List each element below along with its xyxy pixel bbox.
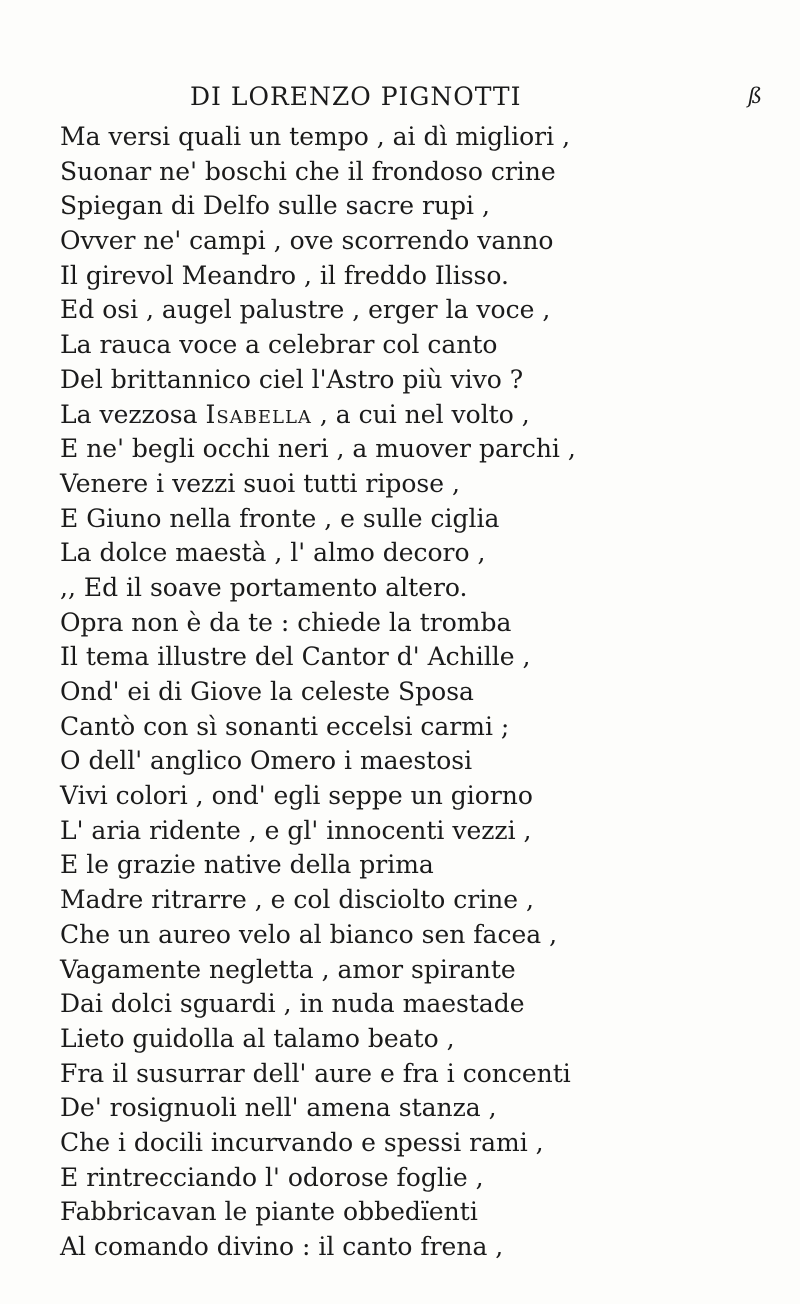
verse-line: Al comando divino : il canto frena , bbox=[60, 1232, 504, 1261]
verse-line: Vivi colori , ond' egli seppe un giorno bbox=[60, 781, 533, 811]
verse-line: Lieto guidolla al talamo beato , bbox=[60, 1023, 455, 1053]
verse-line: La dolce maestà , l' almo decoro , bbox=[60, 538, 486, 568]
running-head bbox=[0, 82, 800, 122]
verse-line: E rintrecciando l' odorose foglie , bbox=[60, 1162, 484, 1192]
page-folio: ß bbox=[748, 84, 763, 108]
verse-line: Vagamente negletta , amor spirante bbox=[60, 954, 516, 984]
verse-line: ,, Ed il soave portamento altero. bbox=[60, 572, 468, 602]
verse-line: O dell' anglico Omero i maestosi bbox=[60, 746, 473, 776]
running-title: DI LORENZO PIGNOTTI bbox=[190, 82, 522, 111]
verse-line: E Giuno nella fronte , e sulle ciglia bbox=[60, 503, 500, 533]
verse-line: Cantò con sì sonanti eccelsi carmi ; bbox=[60, 711, 510, 741]
verse-line: Suonar ne' boschi che il frondoso crine bbox=[60, 156, 556, 186]
verse-line: Spiegan di Delfo sulle sacre rupi , bbox=[60, 191, 490, 221]
verse-line: Ed osi , augel palustre , erger la voce , bbox=[60, 295, 551, 325]
verse-line: Il girevol Meandro , il freddo Ilisso. bbox=[60, 260, 509, 290]
verse-line: Venere i vezzi suoi tutti ripose , bbox=[60, 468, 460, 498]
verse-line: Fra il susurrar dell' aure e fra i concenti bbox=[60, 1058, 571, 1088]
verse-line: La rauca voce a celebrar col canto bbox=[60, 330, 498, 360]
poem-verses bbox=[60, 120, 780, 1265]
verse-line bbox=[60, 398, 780, 433]
verse-line: Opra non è da te : chiede la tromba bbox=[60, 607, 512, 637]
verse-line: E le grazie native della prima bbox=[60, 850, 434, 880]
verse-small-caps-name: Isabella bbox=[205, 399, 312, 429]
verse-line: Ma versi quali un tempo , ai dì migliori , bbox=[60, 122, 571, 151]
verse-segment: , a cui nel volto , bbox=[311, 399, 530, 429]
verse-line: Ovver ne' campi , ove scorrendo vanno bbox=[60, 226, 554, 256]
verse-line: Il tema illustre del Cantor d' Achille , bbox=[60, 642, 531, 672]
verse-line: Ond' ei di Giove la celeste Sposa bbox=[60, 677, 474, 706]
verse-segment: La vezzosa bbox=[60, 399, 206, 429]
verse-line: De' rosignuoli nell' amena stanza , bbox=[60, 1093, 497, 1123]
verse-line: Dai dolci sguardi , in nuda maestade bbox=[60, 989, 525, 1019]
verse-line: Che i docili incurvando e spessi rami , bbox=[60, 1127, 544, 1157]
verse-line: Fabbricavan le piante obbedïenti bbox=[60, 1197, 478, 1227]
verse-line: Madre ritrarre , e col disciolto crine , bbox=[60, 885, 534, 915]
verse-line: L' aria ridente , e gl' innocenti vezzi , bbox=[60, 815, 532, 845]
verse-line: Del brittannico ciel l'Astro più vivo ? bbox=[60, 364, 524, 394]
verse-line: E ne' begli occhi neri , a muover parchi , bbox=[60, 434, 576, 464]
verse-line: Che un aureo velo al bianco sen facea , bbox=[60, 919, 558, 949]
